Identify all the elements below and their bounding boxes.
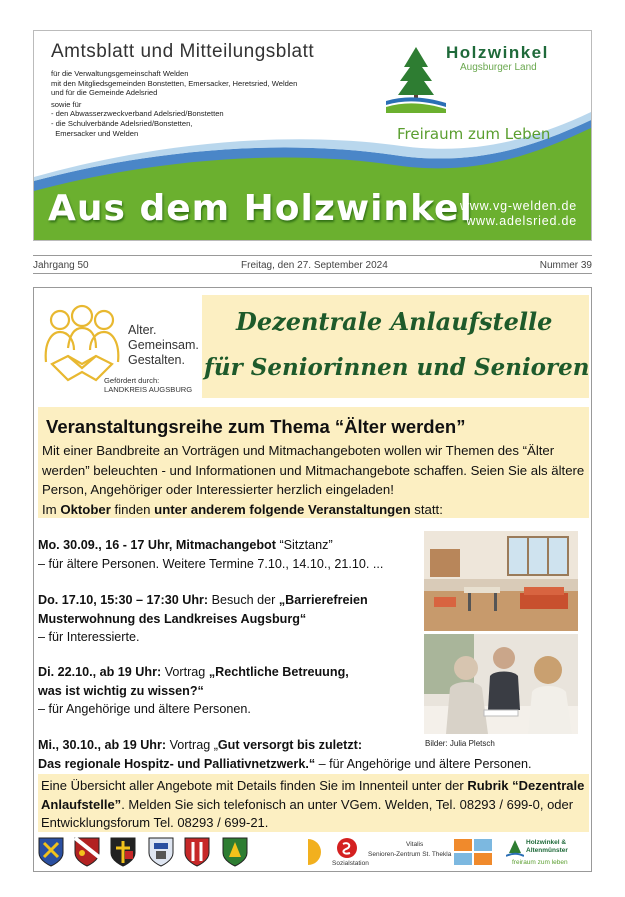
event-date: Mo. 30.09., 16 - 17 Uhr, Mitmachangebot <box>38 538 280 552</box>
partner-freiraum: freiraum zum leben <box>512 859 568 866</box>
event-item-musterwohnung <box>38 591 368 647</box>
event-audience: – für Angehörige und ältere Personen. <box>315 756 532 771</box>
issue-number: Nummer 39 <box>539 260 592 271</box>
masthead-line: sowie für <box>51 99 82 109</box>
alter-gemeinsam-logo <box>34 288 202 401</box>
contact-section-ref: Rubrik “Dezentrale Anlaufstelle” <box>41 778 585 812</box>
masthead-line: - die Schulverbände Adelsried/Bonstetten, <box>51 118 193 128</box>
holzwinkel-logo-subtitle: Augsburger Land <box>460 62 537 73</box>
masthead <box>33 30 592 241</box>
event-item-sitztanz <box>38 536 383 573</box>
contact-phone-text: . Melden Sie sich telefonisch an unter VGem. Welden, Tel. 08293 / 699-0, oder Entwicklungsforum Tel. 08293 / 699-21. <box>41 796 574 830</box>
event-audience: – für Interessierte. <box>38 630 140 644</box>
partner-sozialstation: Sozialstation <box>332 860 369 867</box>
coat-of-arms-icon <box>222 837 248 867</box>
event-item-betreuung <box>38 663 349 719</box>
event-text: Vortrag „ <box>166 738 218 752</box>
event-audience: – für Angehörige und ältere Personen. <box>38 702 251 716</box>
website-link-adelsried[interactable]: www.adelsried.de <box>466 214 577 228</box>
photo-credit: Bilder: Julia Pletsch <box>425 739 495 748</box>
senioren-zentrum-logo-icon <box>454 839 494 865</box>
masthead-line: - den Abwasserzweckverband Adelsried/Bonstetten <box>51 109 224 119</box>
issue-date: Freitag, den 27. September 2024 <box>241 260 388 271</box>
logo-slogan-line: Gemeinsam. <box>128 338 199 352</box>
partner-logos-row <box>34 837 592 869</box>
contact-text: Eine Übersicht aller Angebote mit Details finden Sie im Innenteil unter der <box>41 778 468 793</box>
event-audience: – für ältere Personen. Weitere Termine 7.10., 14.10., 21.10. ... <box>38 556 384 571</box>
coat-of-arms-icon <box>184 837 210 867</box>
partner-holzwinkel: Holzwinkel & <box>526 839 567 846</box>
event-title: „Barrierefreien <box>278 593 368 607</box>
masthead-title: Amtsblatt und Mitteilungsblatt <box>51 41 315 62</box>
consultation-photo-illustration <box>424 634 578 734</box>
logo-slogan-line: Gestalten. <box>128 353 185 367</box>
website-link-vg-welden[interactable]: www.vg-welden.de <box>459 199 577 213</box>
issue-info-bar <box>33 255 592 274</box>
holzwinkel-logo-icon <box>386 43 446 113</box>
coat-of-arms-icon <box>74 837 100 867</box>
partner-senioren-zentrum: Senioren-Zentrum St. Thekla <box>368 851 452 858</box>
event-title: “Sitztanz” <box>279 538 333 552</box>
coat-of-arms-icon <box>110 837 136 867</box>
holzwinkel-logo-name: Holzwinkel <box>446 43 549 62</box>
logo-slogan-line: Alter. <box>128 323 157 337</box>
contact-info-text <box>41 777 586 833</box>
event-title: Gut versorgt bis zuletzt: <box>217 738 363 752</box>
website-links <box>460 199 577 229</box>
photo-consultation <box>424 634 578 734</box>
funded-by-label: Gefördert durch: <box>104 376 160 385</box>
intro-text <box>42 441 587 519</box>
intro-box <box>38 407 589 518</box>
event-date: Do. 17.10, 15:30 – 17:30 Uhr: <box>38 593 209 607</box>
coat-of-arms-icon <box>148 837 174 867</box>
contact-info-box <box>38 774 589 832</box>
holzwinkel-altenmuenster-logo-icon <box>506 839 524 859</box>
slogan: Freiraum zum Leben <box>397 125 551 143</box>
senior-contact-announcement <box>33 287 592 872</box>
event-text: Vortrag <box>161 665 209 679</box>
coat-of-arms-icon <box>38 837 64 867</box>
logo-slogan <box>128 323 199 368</box>
event-date: Di. 22.10., ab 19 Uhr: <box>38 665 162 679</box>
masthead-line: und für die Gemeinde Adelsried <box>51 88 158 98</box>
intro-text-part: Im <box>42 501 61 517</box>
event-title-cont: Das regionale Hospitz- und Palliativnetzwerk.“ <box>38 756 316 771</box>
event-title: „Rechtliche Betreuung, <box>208 665 349 679</box>
yellow-half-circle-logo-icon <box>302 837 326 867</box>
masthead-line: Emersacker und Welden <box>51 128 139 138</box>
newspaper-title: Aus dem Holzwinkel <box>48 188 473 229</box>
event-date: Mi., 30.10., ab 19 Uhr: <box>38 738 167 752</box>
intro-emphasis: unter anderem folgende Veranstaltungen <box>154 501 411 517</box>
masthead-subtitle-lines <box>51 69 297 138</box>
intro-paragraph: Mit einer Bandbreite an Vorträgen und Mitmachangeboten wollen wir Themen des “Älter werden” beleuchten - und Informationen und Mitmachangebote schaffen. Seien Sie als ältere Person, Angehöriger oder Interessierter herzlich eingeladen! <box>42 443 585 497</box>
partner-altenmuenster: Altenmünster <box>526 847 568 854</box>
masthead-line: mit den Mitgliedsgemeinden Bonstetten, Emersacker, Heretsried, Welden <box>51 78 298 88</box>
event-title-cont: Musterwohnung des Landkreises Augsburg“ <box>38 611 307 626</box>
intro-month: Oktober <box>60 501 111 517</box>
partner-vitalis: Vitalis <box>406 841 424 848</box>
series-title: Veranstaltungsreihe zum Thema “Älter werden” <box>46 416 466 437</box>
intro-text-part: statt: <box>410 501 443 517</box>
event-text: Besuch der <box>208 593 279 607</box>
photo-apartment-interior <box>424 531 578 631</box>
intro-text-part: finden <box>110 501 155 517</box>
sozialstation-logo-icon <box>334 837 360 859</box>
headline-line-1: Dezentrale Anlaufstelle <box>236 307 553 336</box>
funder-name: LANDKREIS AUGSBURG <box>104 385 193 394</box>
logo-funding-note <box>104 376 192 394</box>
issue-volume: Jahrgang 50 <box>33 260 89 271</box>
apartment-photo-illustration <box>424 531 578 631</box>
masthead-line: für die Verwaltungsgemeinschaft Welden <box>51 69 189 78</box>
event-title-cont: was ist wichtig zu wissen?“ <box>38 683 204 698</box>
headline-line-2: für Seniorinnen und Senioren <box>204 354 590 381</box>
headline-box <box>202 295 589 398</box>
